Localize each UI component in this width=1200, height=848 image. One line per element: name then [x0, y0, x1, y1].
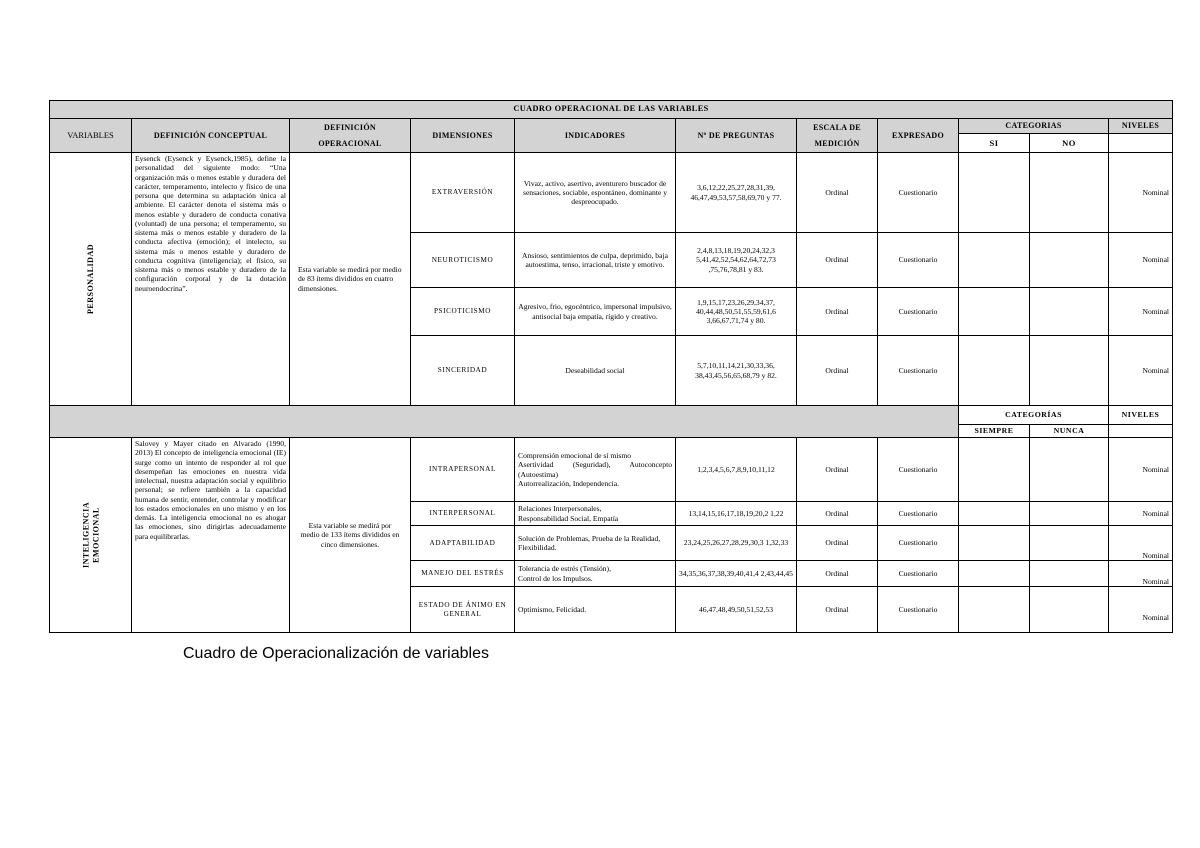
- preguntas-manejo-estres: 34,35,36,37,38,39,40,41,4 2,43,44,45: [676, 561, 797, 587]
- operational-table: [49, 100, 1173, 633]
- expresado-psicoticismo: Cuestionario: [878, 288, 959, 336]
- no-sinceridad: [1030, 336, 1109, 406]
- no-psicoticismo: [1030, 288, 1109, 336]
- nivel-sinceridad: Nominal: [1109, 336, 1173, 406]
- expresado-neuroticismo: Cuestionario: [878, 233, 959, 288]
- nivel-neuroticismo: Nominal: [1109, 233, 1173, 288]
- header-no: NO: [1030, 134, 1109, 153]
- escala-intrapersonal: Ordinal: [797, 438, 878, 502]
- variable-inteligencia-emocional-label: [81, 502, 101, 568]
- figure-caption: Cuadro de Operacionalización de variables: [183, 645, 489, 662]
- siempre-intrapersonal: [959, 438, 1030, 502]
- escala-estado-animo: Ordinal: [797, 587, 878, 633]
- header-niveles-empty: [1109, 134, 1173, 153]
- escala-neuroticismo: Ordinal: [797, 233, 878, 288]
- expresado-sinceridad: Cuestionario: [878, 336, 959, 406]
- escala-extraversion: Ordinal: [797, 153, 878, 233]
- dimension-intrapersonal: INTRAPERSONAL: [411, 438, 515, 502]
- dimension-extraversion: EXTRAVERSIÓN: [411, 153, 515, 233]
- expresado-extraversion: Cuestionario: [878, 153, 959, 233]
- header-variables: VARIABLES: [50, 119, 132, 153]
- dimension-sinceridad: SINCERIDAD: [411, 336, 515, 406]
- preguntas-sinceridad: 5,7,10,11,14,21,30,33,36, 38,43,45,56,65,68,79 y 82.: [676, 336, 797, 406]
- header-categorias-2: CATEGORÍAS: [959, 406, 1109, 425]
- nunca-estado-animo: [1030, 587, 1109, 633]
- indicadores-interpersonal: [515, 502, 676, 526]
- dimension-neuroticismo: NEUROTICISMO: [411, 233, 515, 288]
- nivel-intrapersonal: Nominal: [1109, 438, 1173, 502]
- definicion-operacional-inteligencia: Esta variable se medirá por medio de 133 ítems divididos en cinco dimensiones.: [290, 438, 411, 633]
- siempre-estado-animo: [959, 587, 1030, 633]
- expresado-intrapersonal: Cuestionario: [878, 438, 959, 502]
- indicadores-sinceridad: Deseabilidad social: [515, 336, 676, 406]
- escala-manejo-estres: Ordinal: [797, 561, 878, 587]
- nunca-interpersonal: [1030, 502, 1109, 526]
- header-dimensiones: DIMENSIONES: [411, 119, 515, 153]
- indicadores-neuroticismo: Ansioso, sentimientos de culpa, deprimido, baja autoestima, tenso, irracional, triste y emotivo.: [515, 233, 676, 288]
- nunca-intrapersonal: [1030, 438, 1109, 502]
- indicador-intrapersonal-2: Asertividad (Seguridad), Autoconcepto (Autoestima): [518, 460, 672, 479]
- second-header-band: [50, 406, 959, 438]
- variable-ie-line1: INTELIGENCIA: [80, 501, 90, 569]
- header-definicion-operacional: DEFINICIÓN OPERACIONAL: [290, 119, 411, 153]
- si-extraversion: [959, 153, 1030, 233]
- preguntas-adaptabilidad: 23,24,25,26,27,28,29,30,3 1,32,33: [676, 526, 797, 561]
- definicion-conceptual-personalidad: Eysenck (Eysenck y Eysenck,1985), define la personalidad del siguiente modo: “Una organización más o menos estable y duradera del carácter, temperamento, intelecto y físico de una persona que determina su adaptación única al ambiente. El carácter denota el sistema más o menos estable y duradero de conducta conativa (voluntad) de una persona; el temperamento, su sistema más o menos estable y duradero de la conducta afectiva (emoción); el intelecto, su sistema más o menos estable y duradero de conducta cognitiva (inteligencia); el físico, su sistema más o menos estable y duradero de la configuración corporal y de la dotación neuroendocrina”.: [132, 153, 290, 406]
- dimension-estado-animo: ESTADO DE ÁNIMO EN GENERAL: [411, 587, 515, 633]
- header-categorias: CATEGORIAS: [959, 119, 1109, 134]
- expresado-estado-animo: Cuestionario: [878, 587, 959, 633]
- si-psicoticismo: [959, 288, 1030, 336]
- no-extraversion: [1030, 153, 1109, 233]
- header-niveles: NIVELES: [1109, 119, 1173, 134]
- indicador-estado-animo-1: Optimismo, Felicidad.: [518, 604, 587, 614]
- header-niveles-2-empty: [1109, 425, 1173, 438]
- preguntas-estado-animo: 46,47,48,49,50,51,52,53: [676, 587, 797, 633]
- indicador-manejo-estres-2: Control de los Impulsos.: [518, 573, 593, 583]
- indicador-adaptabilidad-1: Solución de Problemas, Prueba de la Realidad, Flexibilidad.: [518, 533, 661, 552]
- siempre-interpersonal: [959, 502, 1030, 526]
- siempre-manejo-estres: [959, 561, 1030, 587]
- dimension-interpersonal: INTERPERSONAL: [411, 502, 515, 526]
- header-nunca: NUNCA: [1030, 425, 1109, 438]
- nivel-estado-animo: Nominal: [1109, 587, 1173, 633]
- variable-personalidad: [50, 153, 132, 406]
- preguntas-interpersonal: 13,14,15,16,17,18,19,20,2 1,22: [676, 502, 797, 526]
- header-niveles-2: NIVELES: [1109, 406, 1173, 425]
- indicador-manejo-estres-1: Tolerancia de estrés (Tensión),: [518, 564, 611, 574]
- indicador-interpersonal-2: Responsabilidad Social, Empatía: [518, 513, 619, 523]
- expresado-adaptabilidad: Cuestionario: [878, 526, 959, 561]
- indicadores-manejo-estres: [515, 561, 676, 587]
- dimension-adaptabilidad: ADAPTABILIDAD: [411, 526, 515, 561]
- header-si: SI: [959, 134, 1030, 153]
- header-siempre: SIEMPRE: [959, 425, 1030, 438]
- indicadores-estado-animo: [515, 587, 676, 633]
- siempre-adaptabilidad: [959, 526, 1030, 561]
- escala-sinceridad: Ordinal: [797, 336, 878, 406]
- escala-adaptabilidad: Ordinal: [797, 526, 878, 561]
- preguntas-extraversion: 3,6,12,22,25,27,28,31,39, 46,47,49,53,57,58,69,70 y 77.: [676, 153, 797, 233]
- nivel-psicoticismo: Nominal: [1109, 288, 1173, 336]
- definicion-operacional-personalidad: Esta variable se medirá por medio de 83 ítems divididos en cuatro dimensiones.: [290, 153, 411, 406]
- indicadores-psicoticismo: Agresivo, frio, egocéntrico, impersonal impulsivo, antisocial baja empatía, rígido y creativo.: [515, 288, 676, 336]
- nivel-manejo-estres: Nominal: [1109, 561, 1173, 587]
- preguntas-intrapersonal: 1,2,3,4,5,6,7,8,9,10,11,12: [676, 438, 797, 502]
- no-neuroticismo: [1030, 233, 1109, 288]
- preguntas-psicoticismo: 1,9,15,17,23,26,29,34,37, 40,44,48,50,51,55,59,61,6 3,66,67,71,74 y 80.: [676, 288, 797, 336]
- indicador-interpersonal-1: Relaciones Interpersonales,: [518, 504, 602, 514]
- nivel-extraversion: Nominal: [1109, 153, 1173, 233]
- header-expresado: EXPRESADO: [878, 119, 959, 153]
- indicadores-adaptabilidad: [515, 526, 676, 561]
- escala-psicoticismo: Ordinal: [797, 288, 878, 336]
- nunca-manejo-estres: [1030, 561, 1109, 587]
- operational-table-sheet: [49, 100, 1172, 633]
- dimension-manejo-estres: MANEJO DEL ESTRÉS: [411, 561, 515, 587]
- expresado-manejo-estres: Cuestionario: [878, 561, 959, 587]
- si-sinceridad: [959, 336, 1030, 406]
- nivel-adaptabilidad: Nominal: [1109, 526, 1173, 561]
- indicadores-extraversion: Vivaz, activo, asertivo, aventurero buscador de sensaciones, sociable, espontáneo, dominante y despreocupado.: [515, 153, 676, 233]
- nunca-adaptabilidad: [1030, 526, 1109, 561]
- expresado-interpersonal: Cuestionario: [878, 502, 959, 526]
- escala-interpersonal: Ordinal: [797, 502, 878, 526]
- indicadores-intrapersonal: [515, 438, 676, 502]
- definicion-conceptual-inteligencia: Salovey y Mayer citado en Alvarado (1990, 2013) El concepto de inteligencia emocional (IE) surge como un intento de responder al rol que desempeñan las emociones en nuestra vida intelectual, nuestra adaptación social y equilibrio personal; se refiere también a la capacidad humana de sentir, entender, controlar y modificar los estados emocionales en uno mismo y en los demás. La inteligencia emocional no es ahogar las emociones, sino dirigirlas adecuadamente para equilibrarlas.: [132, 438, 290, 633]
- variable-inteligencia-emocional: [50, 438, 132, 633]
- header-indicadores: INDICADORES: [515, 119, 676, 153]
- dimension-psicoticismo: PSICOTICISMO: [411, 288, 515, 336]
- nivel-interpersonal: Nominal: [1109, 502, 1173, 526]
- header-escala: ESCALA DE MEDICIÓN: [797, 119, 878, 153]
- header-preguntas: Nº DE PREGUNTAS: [676, 119, 797, 153]
- table-title: CUADRO OPERACIONAL DE LAS VARIABLES: [50, 101, 1173, 119]
- indicador-intrapersonal-1: Comprensión emocional de sí mismo: [518, 451, 632, 460]
- preguntas-neuroticismo: 2,4,8,13,18,19,20,24,32,3 5,41,42,52,54,62,64,72,73 ,75,76,78,81 y 83.: [676, 233, 797, 288]
- variable-personalidad-label: PERSONALIDAD: [85, 243, 95, 315]
- si-neuroticismo: [959, 233, 1030, 288]
- header-definicion-conceptual: DEFINICIÓN CONCEPTUAL: [132, 119, 290, 153]
- indicador-intrapersonal-3: Autorrealización, Independencia.: [518, 478, 619, 488]
- variable-ie-line2: EMOCIONAL: [90, 507, 100, 563]
